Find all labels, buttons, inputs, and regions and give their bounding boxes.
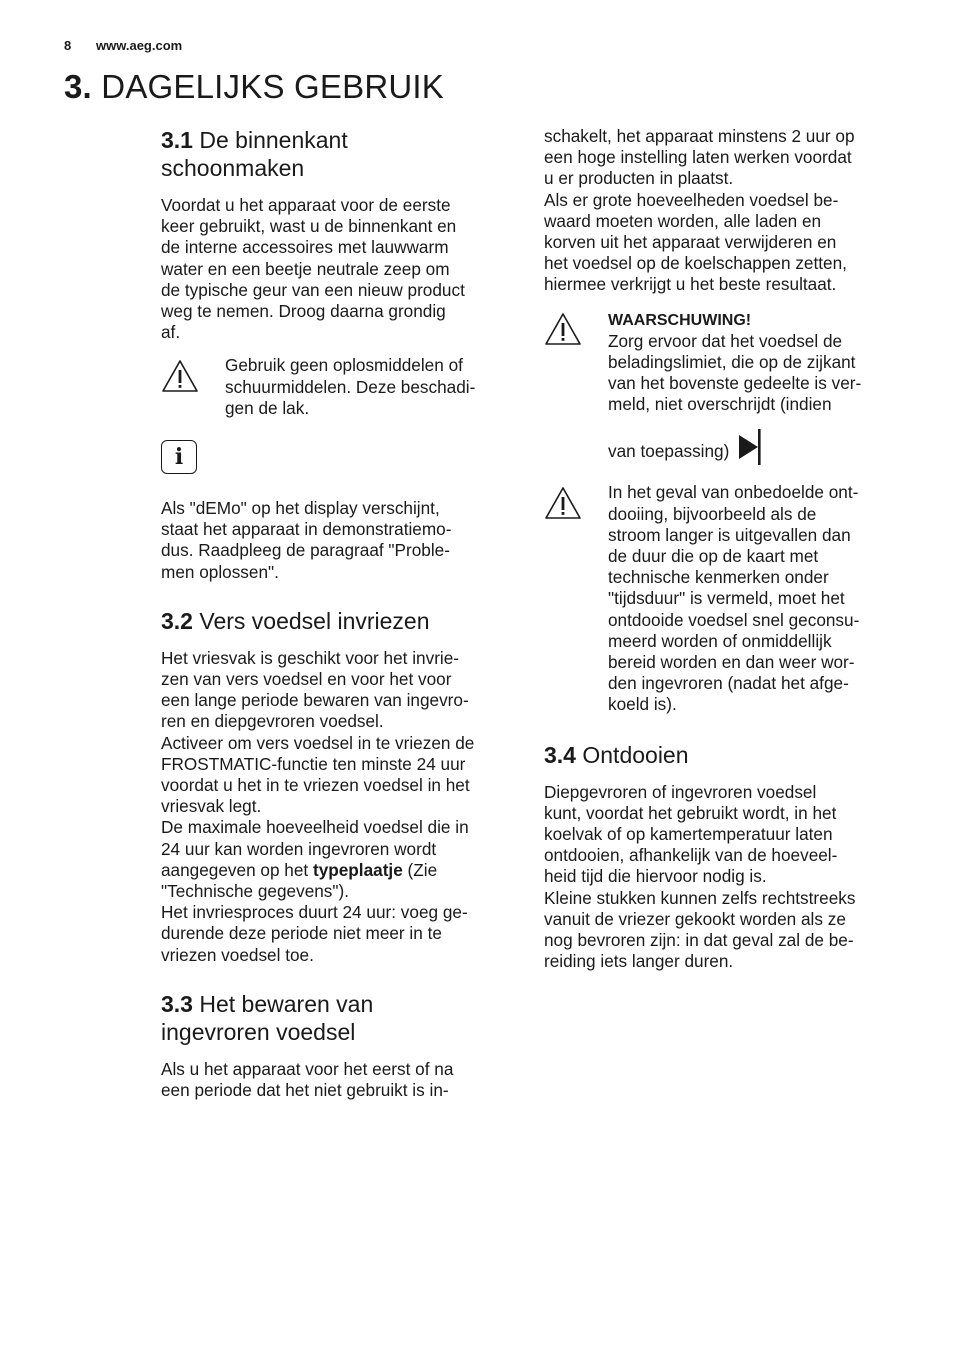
section-3-3-paragraph-start: Als u het apparaat voor het eerst of na een periode dat het niet gebruikt is in- [161,1058,454,1101]
warning-text-last: van toepassing) [608,429,904,465]
section-3-2-paragraph: Het vriesvak is geschikt voor het invrie- zen van vers voedsel en voor het voor een lange periode bewaren van ingevro- ren en diepgevroren voedsel. Activeer om vers voedsel in te vriezen de FROSTMATIC-functie ten minste 24 uur voordat u het in te vriezen voedsel in het vriesvak legt. De maximale hoeveelheid voedsel die in 24 uur kan worden ingevroren wordt aangegeven op het typeplaatje (Zie "Technische gegevens"). Het invriesproces duurt 24 uur: voeg ge- durende deze periode niet meer in te vriezen voedsel toe. [161,647,475,965]
section-3-2-heading: 3.2 Vers voedsel invriezen [161,607,430,634]
demo-mode-paragraph: Als "dEMo" op het display verschijnt, staat het apparaat in demonstratiemo- dus. Raadpleeg de paragraaf "Proble- men oplossen". [161,498,452,582]
warning-text: Zorg ervoor dat het voedsel de beladingslimiet, die op de zijkant van het bovenste gedeelte is ver- meld, niet overschrijdt (indien [608,330,862,415]
typeplaatje-bold: typeplaatje [312,859,403,880]
warning-title: WAARSCHUWING! [608,311,752,329]
info-icon: i [161,440,197,474]
section-3-1-paragraph: Voordat u het apparaat voor de eerste keer gebruikt, wast u de binnenkant en de interne accessoires met lauwwarm water en een beetje neutrale zeep om de typische geur van een nieuw product weg te nemen. Droog daarna grondig af. [161,195,465,343]
section-3-4-paragraph: Diepgevroren of ingevroren voedsel kunt, voordat het gebruikt wordt, in het koelvak of op kamertemperatuur laten ontdooien, afhankelijk van de hoeveel- heid tijd die hiervoor nodig is. Kleine stukken kunnen zelfs rechtstreeks vanuit de vriezer gekookt worden als ze nog bevroren zijn: in dat geval zal de be- reiding iets langer duren. [544,781,856,972]
left-column [161,126,516,1101]
chapter-title-text: DAGELIJKS GEBRUIK [101,68,444,105]
section-3-4-heading: 3.4 Ontdooien [544,741,689,768]
warning-triangle-icon [544,486,582,520]
section-3-3-paragraph-cont: schakelt, het apparaat minstens 2 uur op een hoge instelling laten werken voordat u er producten in plaatst. Als er grote hoeveelheden voedsel be- waard moeten worden, alle laden en korven uit het apparaat verwijderen en het voedsel op de koelschappen zetten, hiermee verkrijgt u het beste resultaat. [544,126,855,295]
page-number: 8 [64,38,72,53]
warning-triangle-icon [544,312,582,346]
warning-note-defrost [544,482,904,715]
page-header [64,38,182,53]
section-3-1-heading: 3.1 De binnenkant schoonmaken [161,127,348,181]
warning-note-solvents [161,355,516,419]
warning-text: Gebruik geen oplosmiddelen of schuurmiddelen. Deze beschadi- gen de lak. [225,355,476,418]
warning-text: In het geval van onbedoelde ont- dooiing, bijvoorbeeld als de stroom langer is uitgevallen dan de duur die op de kaart met technische kenmerken onder "tijdsduur" is vermeld, moet het ontdooide voedsel snel geconsu- meerd worden of onmiddellijk bereid worden en dan weer wor- den ingevroren (nadat het afge- koeld is). [608,482,860,715]
section-3-3-heading: 3.3 Het bewaren van ingevroren voedsel [161,990,374,1045]
right-column [544,126,904,973]
chapter-number: 3. [64,68,92,105]
warning-triangle-icon [161,359,199,393]
info-note [161,440,516,474]
warning-note-load-limit [544,310,904,466]
load-limit-symbol-icon [736,429,764,465]
chapter-title [64,66,444,108]
website-link[interactable]: www.aeg.com [96,38,183,53]
